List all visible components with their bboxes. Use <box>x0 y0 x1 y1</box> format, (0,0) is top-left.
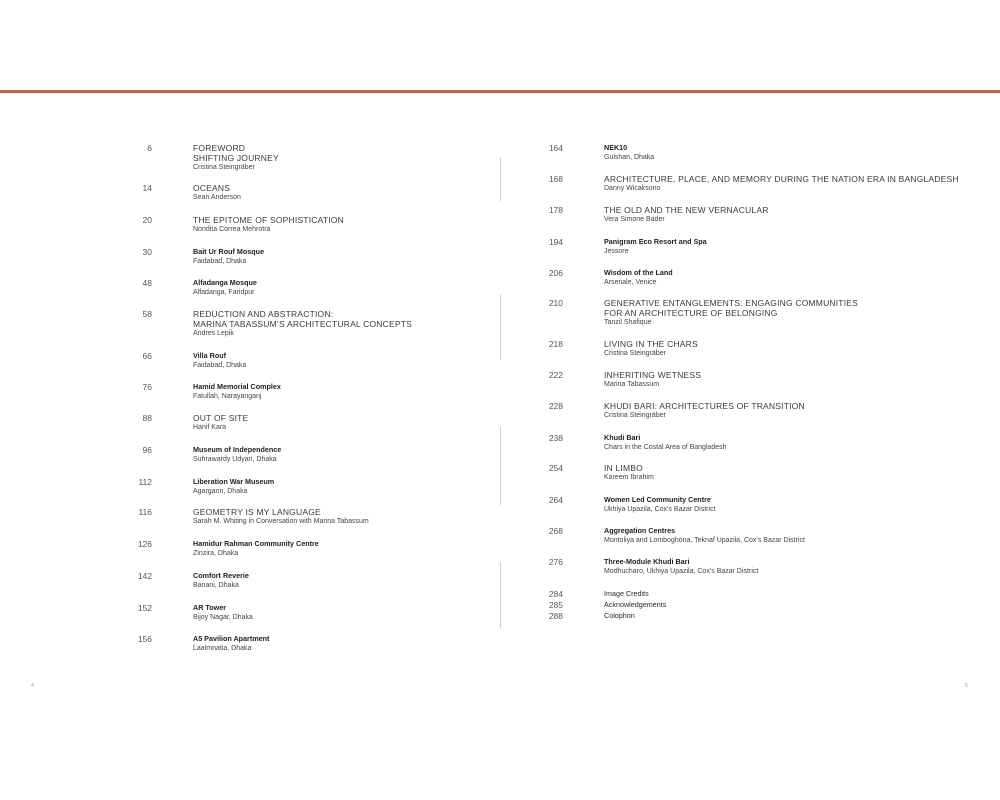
toc-entry-subtitle: Arsenale, Venice <box>604 279 657 286</box>
toc-entry-title: KHUDI BARI: ARCHITECTURES OF TRANSITION <box>604 401 805 411</box>
toc-page-number: 288 <box>548 611 563 621</box>
toc-entry-content <box>604 339 994 359</box>
toc-entry-title: THE OLD AND THE NEW VERNACULAR <box>604 205 769 215</box>
toc-entry-title: Wisdom of the Land <box>604 268 673 277</box>
header-accent-rule <box>0 90 1000 93</box>
toc-entry-content <box>604 557 994 577</box>
toc-entry-title: OCEANS <box>193 183 231 193</box>
toc-entry-content <box>604 174 994 194</box>
toc-entry-title: REDUCTION AND ABSTRACTION: <box>193 309 334 319</box>
toc-entry-subtitle: Montoliya and Lomboghona, Teknaf Upazila, Cox’s Bazar District <box>604 537 805 544</box>
toc-page-number: 88 <box>142 413 152 423</box>
toc-entry-title: Colophon <box>604 611 635 620</box>
toc-entry-title: AR Tower <box>193 603 227 612</box>
toc-entry-subtitle: Laalmnatia, Dhaka <box>193 645 252 652</box>
page-number-right: 5 <box>965 683 968 689</box>
toc-entry-title: FOR AN ARCHITECTURE OF BELONGING <box>604 308 778 318</box>
toc-entry-title: A5 Pavilion Apartment <box>193 634 270 643</box>
toc-entry-subtitle: Alfadanga, Faridpur <box>193 289 255 296</box>
divider-line <box>500 294 501 360</box>
toc-entry-title: THE EPITOME OF SOPHISTICATION <box>193 215 344 225</box>
toc-entry-title: Aggregation Centres <box>604 526 676 535</box>
toc-entry-subtitle: Faidabad, Dhaka <box>193 258 247 265</box>
toc-entry-subtitle: Fatullah, Narayanganj <box>193 393 262 400</box>
toc-entry-content <box>193 278 493 298</box>
toc-entry-content <box>604 495 994 515</box>
toc-entry-content <box>193 445 493 465</box>
toc-entry-content <box>604 370 994 390</box>
toc-entry-title: IN LIMBO <box>604 463 643 473</box>
toc-page-number: 20 <box>142 215 152 225</box>
toc-entry-title: Alfadanga Mosque <box>193 278 257 287</box>
toc-page-number: 156 <box>137 634 152 644</box>
toc-entry-title: Hamidur Rahman Community Centre <box>193 539 319 548</box>
toc-page-number: 210 <box>548 298 563 308</box>
toc-entry-subtitle: Suhrawardy Udyan, Dhaka <box>193 456 277 463</box>
toc-entry-content <box>193 382 493 402</box>
toc-entry-content <box>193 507 493 527</box>
toc-entry-title: MARINA TABASSUM’S ARCHITECTURAL CONCEPTS <box>193 319 412 329</box>
toc-entry-content <box>193 351 493 371</box>
toc-entry-title: Image Credits <box>604 589 649 598</box>
toc-entry-subtitle: Faidabad, Dhaka <box>193 362 247 369</box>
toc-entry-subtitle: Agargaon, Dhaka <box>193 488 248 495</box>
toc-page-number: 276 <box>548 557 563 567</box>
toc-entry-subtitle: Tanzil Shafique <box>604 319 652 326</box>
toc-page-number: 48 <box>142 278 152 288</box>
page-number-left: 4 <box>31 683 34 689</box>
toc-entry-title: Hamid Memorial Complex <box>193 382 281 391</box>
divider-line <box>500 427 501 505</box>
toc-entry-subtitle: Jessore <box>604 248 629 255</box>
toc-entry-title: ARCHITECTURE, PLACE, AND MEMORY DURING THE NATION ERA IN BANGLADESH <box>604 174 959 184</box>
toc-page-number: 218 <box>548 339 563 349</box>
toc-page-number: 76 <box>142 382 152 392</box>
toc-page-number: 30 <box>142 247 152 257</box>
toc-entry-content <box>604 268 994 288</box>
toc-entry-title: Three-Module Khudi Bari <box>604 557 690 566</box>
toc-entry-subtitle: Modhucharo, Ukhiya Upazila, Cox’s Bazar District <box>604 568 759 575</box>
divider-line <box>500 562 501 628</box>
toc-page-number: 206 <box>548 268 563 278</box>
toc-page-number: 222 <box>548 370 563 380</box>
toc-entry-content <box>604 463 994 483</box>
toc-entry-subtitle: Chars in the Costal Area of Bangladesh <box>604 444 727 451</box>
toc-entry-title: NEK10 <box>604 143 628 152</box>
toc-page-number: 268 <box>548 526 563 536</box>
toc-entry-title: Women Led Community Centre <box>604 495 711 504</box>
toc-page-number: 168 <box>548 174 563 184</box>
toc-entry-title: SHIFTING JOURNEY <box>193 153 279 163</box>
toc-entry-subtitle: Ukhiya Upazila, Cox’s Bazar District <box>604 506 716 513</box>
toc-entry-content <box>604 237 994 257</box>
toc-entry-content <box>604 526 994 546</box>
toc-entry-title: Acknowledgements <box>604 600 667 609</box>
toc-entry-subtitle: Banani, Dhaka <box>193 582 239 589</box>
toc-entry-content <box>604 611 994 621</box>
toc-entry-title: Khudi Bari <box>604 433 641 442</box>
toc-entry-subtitle: Vera Simone Bader <box>604 216 665 223</box>
toc-entry-content <box>193 309 493 339</box>
divider-line <box>500 157 501 201</box>
toc-entry-title: Comfort Reverie <box>193 571 249 580</box>
toc-page-number: 6 <box>147 143 152 153</box>
toc-entry-content <box>604 143 994 163</box>
toc-page-number: 116 <box>138 507 152 517</box>
toc-page-number: 142 <box>137 571 152 581</box>
toc-entry-content <box>193 247 493 267</box>
toc-entry-content <box>604 600 994 610</box>
toc-page-number: 14 <box>142 183 152 193</box>
toc-entry-subtitle: Kareem Ibrahim <box>604 474 654 481</box>
toc-entry-subtitle: Cristina Steingräber <box>193 164 255 171</box>
toc-entry-title: Bait Ur Rouf Mosque <box>193 247 265 256</box>
toc-page-number: 112 <box>138 477 152 487</box>
toc-page-number: 264 <box>548 495 563 505</box>
toc-page-number: 284 <box>548 589 563 599</box>
toc-entry-subtitle: Bijoy Nagar, Dhaka <box>193 614 253 621</box>
toc-page-number: 285 <box>548 600 563 610</box>
toc-entry-title: Museum of Independence <box>193 445 282 454</box>
toc-page-number: 164 <box>548 143 563 153</box>
toc-entry-content <box>604 205 994 225</box>
toc-page-number: 238 <box>548 433 563 443</box>
toc-entry-subtitle: Sarah M. Whiting in Conversation with Marina Tabassum <box>193 518 369 525</box>
toc-entry-content <box>604 401 994 421</box>
toc-entry-content <box>193 539 493 559</box>
toc-page-number: 152 <box>137 603 152 613</box>
toc-entry-content <box>604 298 994 328</box>
toc-entry-subtitle: Gulshan, Dhaka <box>604 154 655 161</box>
toc-entry-content <box>604 433 994 453</box>
toc-entry-content <box>193 215 493 235</box>
toc-page-number: 178 <box>548 205 563 215</box>
toc-page-number: 254 <box>548 463 563 473</box>
toc-entry-content <box>193 143 493 173</box>
toc-page-number: 126 <box>137 539 152 549</box>
toc-entry-subtitle: Cristina Steingräber <box>604 350 666 357</box>
toc-entry-title: LIVING IN THE CHARS <box>604 339 698 349</box>
toc-entry-subtitle: Hanif Kara <box>193 424 227 431</box>
toc-entry-title: Villa Rouf <box>193 351 227 360</box>
toc-entry-title: GENERATIVE ENTANGLEMENTS: ENGAGING COMMUNITIES <box>604 298 858 308</box>
toc-entry-content <box>193 183 493 203</box>
toc-entry-content <box>193 634 493 654</box>
toc-entry-subtitle: Andres Lepik <box>193 330 234 337</box>
toc-entry-subtitle: Danny Wicaksono <box>604 185 661 192</box>
toc-entry-subtitle: Sean Anderson <box>193 194 241 201</box>
toc-entry-content <box>193 571 493 591</box>
toc-entry-title: INHERITING WETNESS <box>604 370 702 380</box>
toc-entry-subtitle: Marina Tabassum <box>604 381 660 388</box>
toc-entry-subtitle: Zinzira, Dhaka <box>193 550 239 557</box>
toc-entry-title: OUT OF SITE <box>193 413 249 423</box>
toc-page-number: 66 <box>142 351 152 361</box>
toc-entry-content <box>193 413 493 433</box>
toc-page-number: 228 <box>548 401 563 411</box>
toc-entry-content <box>604 589 994 599</box>
toc-entry-subtitle: Cristina Steingräber <box>604 412 666 419</box>
toc-page-number: 96 <box>142 445 152 455</box>
toc-entry-title: Liberation War Museum <box>193 477 275 486</box>
toc-entry-title: Panigram Eco Resort and Spa <box>604 237 707 246</box>
toc-entry-subtitle: Nondita Correa Mehrotra <box>193 226 271 233</box>
toc-entry-content <box>193 477 493 497</box>
toc-page-number: 194 <box>548 237 563 247</box>
toc-entry-content <box>193 603 493 623</box>
toc-entry-title: GEOMETRY IS MY LANGUAGE <box>193 507 321 517</box>
toc-entry-title: FOREWORD <box>193 143 246 153</box>
toc-page-number: 58 <box>142 309 152 319</box>
